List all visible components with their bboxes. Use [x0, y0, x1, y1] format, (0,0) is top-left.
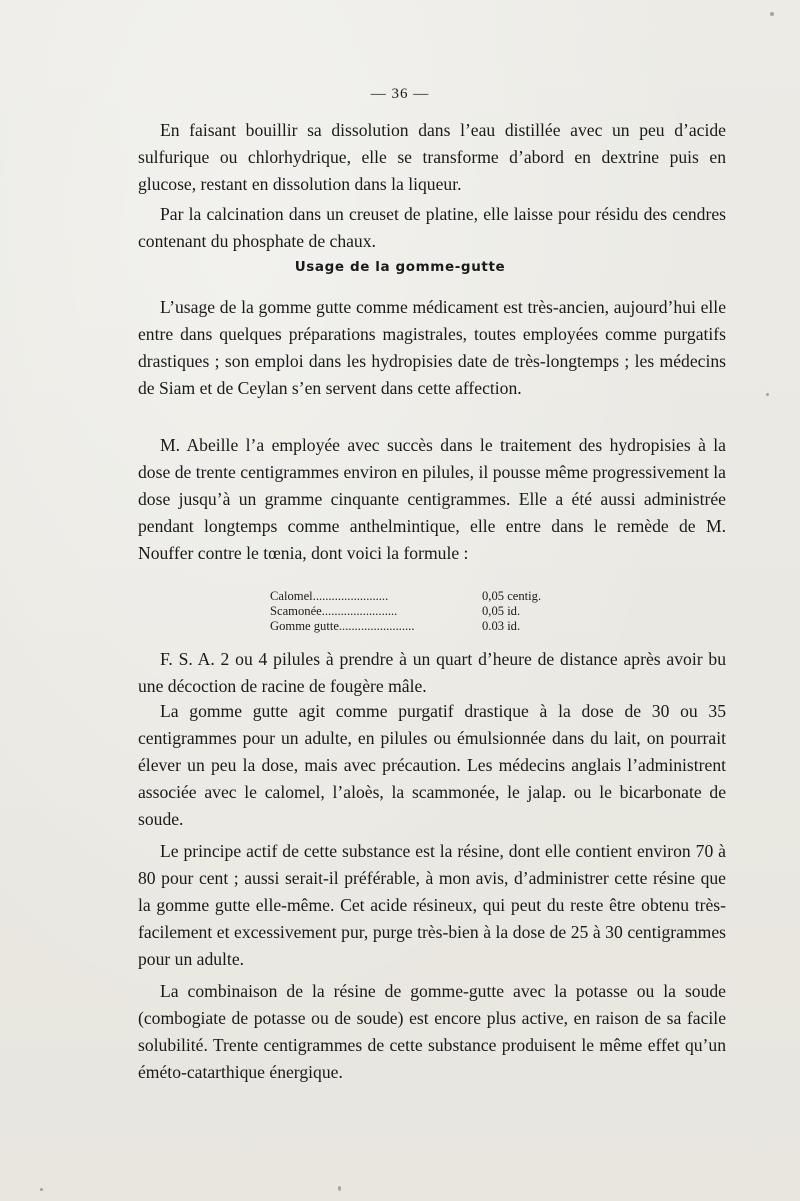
paragraph-text: M. Abeille l’a employée avec succès dans le traitement des hydropisies à la dose de trente centigrammes environ en pilules, il pousse même progressivement la dose jusqu’à un gramme cinquante centigrammes. Elle a été aussi administrée pendant longtemps comme anthelmintique, elle entre dans le remède de M. Nouffer contre le tœnia, dont voici la formule :	[138, 435, 726, 563]
formula-quantity: 0.03 id.	[482, 619, 521, 633]
formula-quantity: 0,05 centig.	[482, 589, 542, 603]
page-number: — 36 —	[370, 86, 430, 102]
paragraph-text: La gomme gutte agit comme purgatif drastique à la dose de 30 ou 35 centigrammes pour un adulte, en pilules ou émulsionnée dans du lait, on pourrait élever un peu la dose, mais avec précaution. Les médecins anglais l’administrent associée avec le calomel, l’aloès, la scammonée, le jalap. ou le bicarbonate de soude.	[138, 701, 726, 829]
formula-quantity: 0,05 id.	[482, 604, 521, 618]
paragraph-fsa	[138, 646, 726, 700]
paragraph-dose	[138, 698, 726, 833]
section-heading: Usage de la gomme-gutte	[294, 259, 506, 275]
paragraph-text: La combinaison de la résine de gomme-gutte avec la potasse ou la soude (combogiate de potasse ou de soude) est encore plus active, en raison de sa facile solubilité. Trente centigrammes de cette substance produisent le même effet qu’un éméto-catarthique énergique.	[138, 981, 726, 1082]
paragraph-dissolution	[138, 117, 726, 198]
formula-ingredient: Scamonée........................	[270, 604, 398, 618]
formula-ingredient: Gomme gutte........................	[270, 619, 415, 633]
paragraph-text: L’usage de la gomme gutte comme médicament est très-ancien, aujourd’hui elle entre dans quelques préparations magistrales, toutes employées comme purgatifs drastiques ; son emploi dans les hydropisies date de très-longtemps ; les médecins de Siam et de Ceylan s’en servent dans cette affection.	[138, 297, 726, 398]
formula-row	[270, 619, 600, 634]
formula-row	[270, 604, 600, 619]
paragraph-resine	[138, 838, 726, 973]
paper-speck	[40, 1188, 43, 1191]
formula-table	[270, 589, 600, 634]
paragraph-calcination	[138, 201, 726, 255]
paper-speck	[770, 12, 774, 16]
formula-row	[270, 589, 600, 604]
paragraph-text: En faisant bouillir sa dissolution dans l’eau distillée avec un peu d’acide sulfurique ou chlorhydrique, elle se transforme d’abord en dextrine puis en glucose, restant en dissolution dans la liqueur.	[138, 120, 726, 194]
paragraph-usage	[138, 294, 726, 402]
formula-ingredient: Calomel........................	[270, 589, 389, 603]
paper-speck	[766, 393, 769, 396]
paragraph-abeille	[138, 432, 726, 567]
paper-speck	[338, 1186, 341, 1191]
paragraph-combinaison	[138, 978, 726, 1086]
paragraph-text: Le principe actif de cette substance est la résine, dont elle contient environ 70 à 80 pour cent ; aussi serait-il préférable, à mon avis, d’administrer cette résine que la gomme gutte elle-même. Cet acide résineux, qui peut du reste être obtenu très-facilement et excessivement pur, purge très-bien à la dose de 25 à 30 centigrammes pour un adulte.	[138, 841, 726, 969]
paragraph-text: F. S. A. 2 ou 4 pilules à prendre à un quart d’heure de distance après avoir bu une décoction de racine de fougère mâle.	[138, 649, 726, 696]
paragraph-text: Par la calcination dans un creuset de platine, elle laisse pour résidu des cendres contenant du phosphate de chaux.	[138, 204, 726, 251]
